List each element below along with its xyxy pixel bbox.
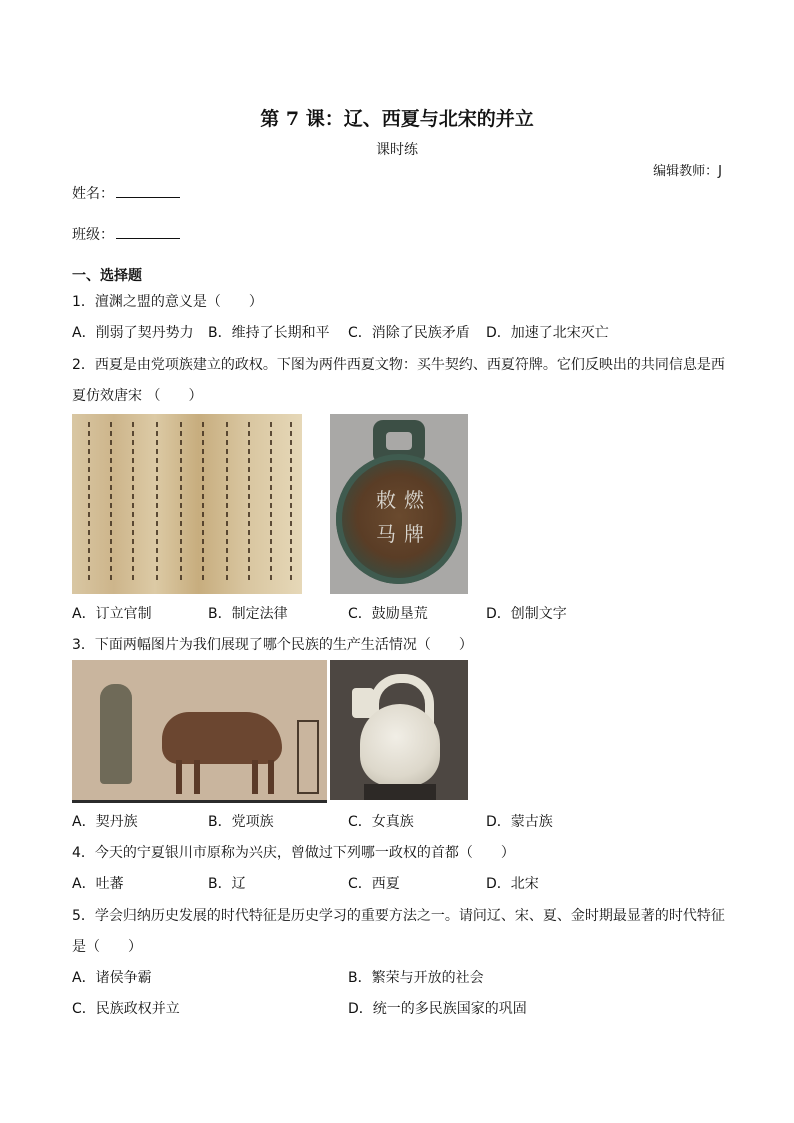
question-2-stem-line-2: 夏仿效唐宋 （ ）: [72, 388, 203, 404]
question-3-stem: 3．下面两幅图片为我们展现了哪个民族的生产生活情况（ ）: [72, 637, 473, 653]
editor-label: 编辑教师：J: [653, 164, 722, 179]
name-label: 姓名：: [72, 186, 114, 202]
question-5-option-c[interactable]: C．民族政权并立: [72, 1001, 180, 1017]
tally-glyph: 燃: [404, 488, 424, 512]
tally-disc: [336, 454, 462, 584]
question-2-option-c[interactable]: C．鼓励垦荒: [348, 606, 428, 622]
question-3-option-a[interactable]: A．契丹族: [72, 814, 138, 830]
jar-base: [364, 784, 436, 800]
question-4-option-a[interactable]: A．吐蕃: [72, 876, 124, 892]
question-1-option-d[interactable]: D．加速了北宋灭亡: [486, 325, 609, 341]
question-2-option-b[interactable]: B．制定法律: [208, 606, 288, 622]
class-field: [72, 224, 180, 244]
tally-glyph: 马: [376, 522, 396, 546]
question-1-option-c[interactable]: C．消除了民族矛盾: [348, 325, 470, 341]
question-5-stem-line-1: 5．学会归纳历史发展的时代特征是历史学习的重要方法之一。请问辽、宋、夏、金时期最显著的时代特征: [72, 908, 725, 924]
question-5-option-b[interactable]: B．繁荣与开放的社会: [348, 970, 484, 986]
question-1-option-a[interactable]: A．削弱了契丹势力: [72, 325, 194, 341]
page-title: 第 7 课：辽、西夏与北宋的并立: [260, 108, 534, 130]
question-1-option-b[interactable]: B．维持了长期和平: [208, 325, 330, 341]
section-heading: 一、选择题: [72, 268, 142, 284]
tally-hole: [386, 432, 412, 450]
question-1-stem: 1．澶渊之盟的意义是（ ）: [72, 294, 263, 310]
mural-frame: [297, 720, 319, 794]
question-4-option-b[interactable]: B．辽: [208, 876, 246, 892]
tally-glyph: 牌: [404, 522, 424, 546]
question-3-option-d[interactable]: D．蒙古族: [486, 814, 553, 830]
mural-figure: [100, 684, 132, 784]
jar-body: [360, 704, 440, 786]
porcelain-jar-image: [330, 660, 468, 800]
question-3-option-b[interactable]: B．党项族: [208, 814, 274, 830]
jar-spout: [352, 688, 374, 718]
question-2-stem-line-1: 2．西夏是由党项族建立的政权。下图为两件西夏文物：买牛契约、西夏符牌。它们反映出的共同信息是西: [72, 357, 725, 373]
question-2-option-a[interactable]: A．订立官制: [72, 606, 152, 622]
class-label: 班级：: [72, 227, 114, 243]
cattle-contract-image: [72, 414, 302, 594]
question-5-stem-line-2: 是（ ）: [72, 939, 142, 955]
xixia-tally-image: [330, 414, 468, 594]
question-5-option-d[interactable]: D．统一的多民族国家的巩固: [348, 1001, 527, 1017]
class-blank[interactable]: [116, 224, 180, 239]
tally-glyph: 敕: [376, 488, 396, 512]
question-4-option-c[interactable]: C．西夏: [348, 876, 400, 892]
name-blank[interactable]: [116, 183, 180, 198]
name-field: [72, 183, 180, 203]
mural-horse: [162, 712, 282, 764]
mural-image: [72, 660, 327, 803]
question-4-option-d[interactable]: D．北宋: [486, 876, 539, 892]
question-2-option-d[interactable]: D．创制文字: [486, 606, 567, 622]
question-3-option-c[interactable]: C．女真族: [348, 814, 414, 830]
question-5-option-a[interactable]: A．诸侯争霸: [72, 970, 152, 986]
question-4-stem: 4．今天的宁夏银川市原称为兴庆，曾做过下列哪一政权的首都（ ）: [72, 845, 515, 861]
page-subtitle: 课时练: [376, 142, 418, 158]
